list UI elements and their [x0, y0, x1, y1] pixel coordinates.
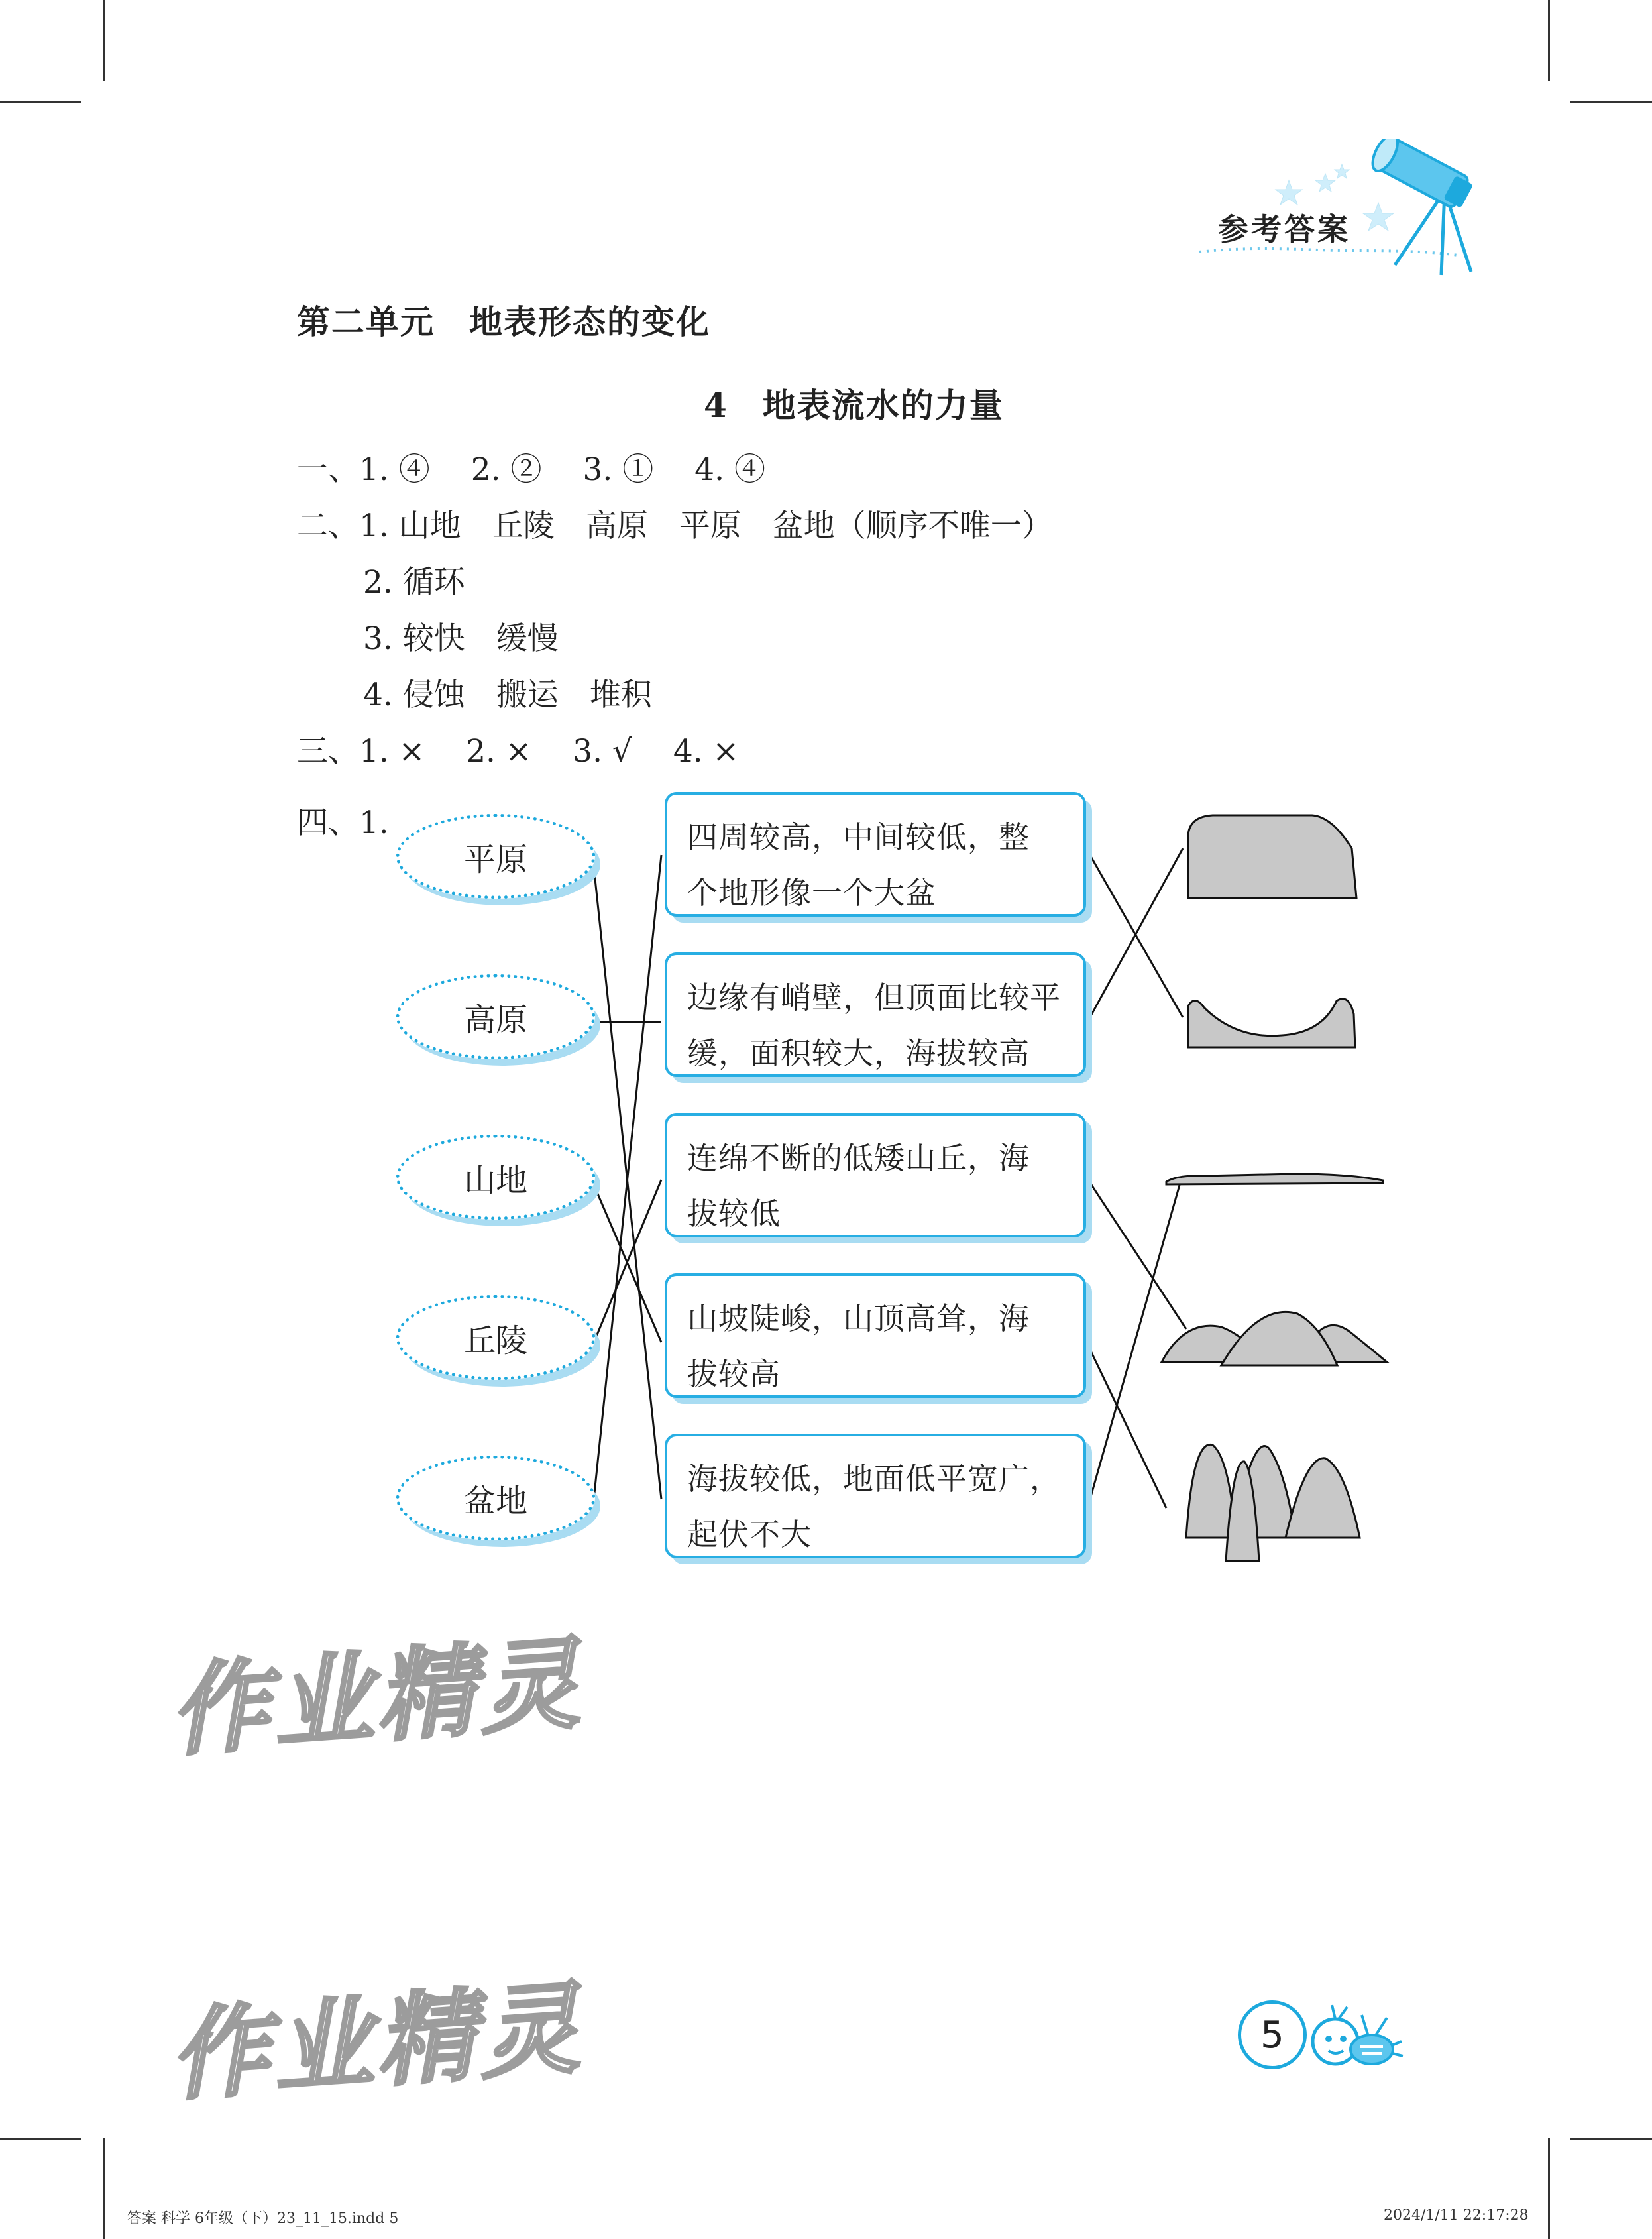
terrain-mountain-icon [1180, 1432, 1372, 1564]
watermark: 作业精灵 [166, 1971, 587, 2115]
term-hills: 丘陵 [396, 1295, 595, 1380]
description-box [665, 792, 1086, 917]
terrain-basin-icon [1183, 981, 1362, 1054]
description-line: 起伏不大 [687, 1517, 812, 1552]
description-line: 缓，面积较大，海拔较高 [687, 1035, 1030, 1071]
description-line: 山坡陡峻，山顶高耸，海 [687, 1300, 1030, 1336]
description-box [665, 1113, 1086, 1237]
answer-line-7: 四、1. [297, 805, 389, 841]
description-box [665, 1273, 1086, 1398]
page-number: 5 [1238, 2000, 1307, 2069]
unit-title: 第二单元 地表形态的变化 [297, 302, 710, 341]
footer-file-info: 答案 科学 6年级（下）23_11_15.indd 5 [127, 2210, 399, 2227]
description-box [665, 1434, 1086, 1558]
crop-mark [1548, 2138, 1550, 2239]
crop-mark [1570, 2138, 1652, 2140]
terrain-plateau-icon [1183, 809, 1362, 905]
crop-mark [0, 2138, 81, 2140]
description-line: 四周较高，中间较低，整 [687, 819, 1030, 855]
answer-line-1: 一、1. ④ 2. ② 3. ① 4. ④ [297, 451, 765, 488]
footer-timestamp: 2024/1/11 22:17:28 [1384, 2207, 1529, 2224]
header-label: 参考答案 [1218, 211, 1350, 247]
term-mountain: 山地 [396, 1135, 595, 1220]
crop-mark [103, 2138, 105, 2239]
terrain-plain-icon [1163, 1163, 1388, 1196]
term-plain: 平原 [396, 814, 595, 899]
term-plateau: 高原 [396, 974, 595, 1059]
answer-line-6: 三、1. × 2. × 3. √ 4. × [297, 733, 740, 770]
answer-line-3: 2. 循环 [363, 564, 465, 601]
term-basin: 盆地 [396, 1456, 595, 1540]
description-box [665, 952, 1086, 1077]
description-line: 边缘有峭壁，但顶面比较平 [687, 980, 1061, 1015]
answer-line-5: 4. 侵蚀 搬运 堆积 [363, 677, 652, 713]
answer-line-2: 二、1. 山地 丘陵 高原 平原 盆地（顺序不唯一） [297, 508, 1053, 544]
mascot-icon [1302, 2002, 1408, 2088]
description-line: 拔较低 [687, 1196, 781, 1232]
watermark: 作业精灵 [166, 1626, 587, 1770]
description-line: 海拔较低，地面低平宽广， [687, 1461, 1061, 1497]
answer-line-4: 3. 较快 缓慢 [363, 620, 559, 657]
description-line: 个地形像一个大盆 [687, 875, 936, 911]
lesson-title: 4 地表流水的力量 [704, 386, 1004, 425]
terrain-hills-icon [1158, 1299, 1390, 1372]
description-line: 拔较高 [687, 1356, 781, 1392]
description-line: 连绵不断的低矮山丘，海 [687, 1140, 1030, 1176]
